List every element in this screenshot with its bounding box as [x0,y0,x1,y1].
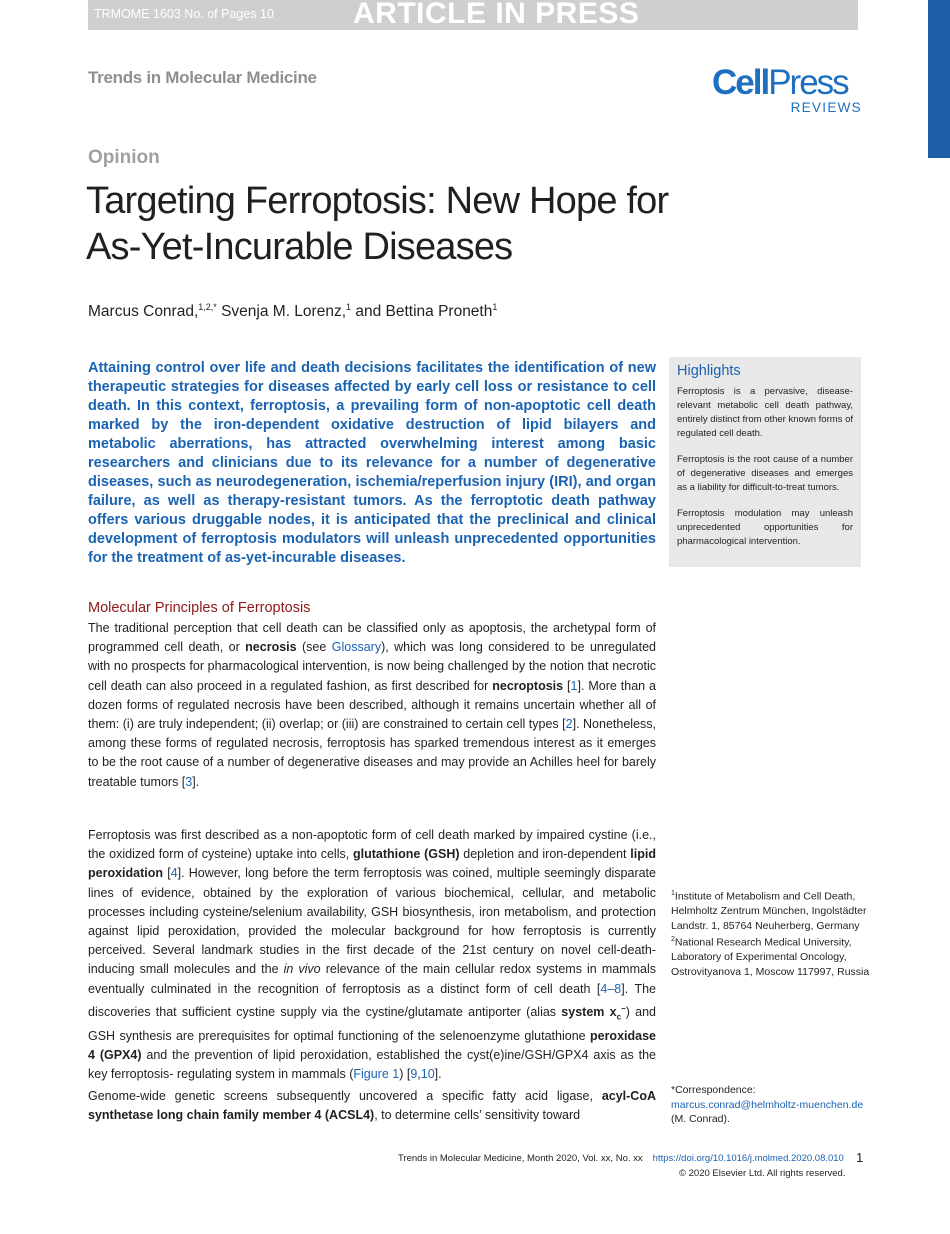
header-bar [88,0,858,30]
article-status: ARTICLE IN PRESS [353,0,640,30]
footer-citation [398,1153,844,1164]
article-type: Opinion [88,147,160,168]
glossary-term: necroptosis [492,678,564,693]
glossary-term: lipid peroxidation [88,847,656,881]
figure-link[interactable]: Figure 1 [353,1067,400,1082]
affiliation-item: $^1$Institute of Metabolism and Cell Death, Helmholtz Zentrum München, Ingolstädter Landstr. 1, 85764 Neuherberg, Germany [671,890,867,932]
citation-text: Trends in Molecular Medicine, Month 2020, Vol. xx, No. xx [398,1153,643,1164]
logo-cell: Cell [712,63,769,102]
reference-link[interactable]: 3 [185,774,193,789]
abstract: Attaining control over life and death decisions facilitates the identification of new therapeutic strategies for diseases affected by early cell loss or resistance to cell death. In this context, ferroptosis, a prevailing form of non-apoptotic cell death marked by the iron-dependent oxidative destruction of lipid bilayers and metabolic aberrations, has attracted overwhelming interest among basic researchers and clinicians due to its relevance for a number of degenerative diseases, such as neurodegeneration, ischemia/reperfusion injury (IRI), and organ failure, as well as therapy-resistant tumors. As the ferroptotic death pathway offers various druggable nodes, it is anticipated that the preclinical and clinical development of ferroptosis modulators will unleash unprecedented opportunities for the treatment of as-yet-incurable diseases. [88,360,656,566]
journal-name: Trends in Molecular Medicine [88,68,317,87]
cellpress-logo [712,64,862,120]
reference-link[interactable]: 2 [565,717,573,732]
reference-link[interactable]: 9 [410,1067,418,1082]
reference-link[interactable]: 4 [170,866,178,881]
highlights-box [669,357,861,567]
author-affiliation: 1 [346,302,352,312]
doi-link[interactable]: https://doi.org/10.1016/j.molmed.2020.08.010 [652,1153,844,1164]
paragraph-2: Ferroptosis was first described as a non-apoptotic form of cell death marked by impaired cystine (i.e., the oxidized form of cysteine) uptake into cells, glutathione (GSH) depletion and iron-dependent lipid peroxidation [4]. However, long before the term ferroptosis was coined, multiple seemingly disparate lines of evidence, obtained by the exploration of various biochemical, cellular, and metabolic processes including cysteine/selenium availability, GSH biosynthesis, iron metabolism, and protection against lipid peroxidation, provided the molecular background for how ferroptosis is currently perceived. Several landmark studies in the first decade of the 21st century on novel cell-death-inducing small molecules and the in vivo relevance of the main cellular redox systems in mammals eventually culminated in the recognition of ferroptosis as a distinct form of cell death [4–8]. The discoveries that sufficient cystine supply via the cystine/glutamate antiporter (alias system $x_c^-$) and GSH synthesis are prerequisites for optimal functioning of the selenoenzyme glutathione peroxidase 4 (GPX4) and the prevention of lipid peroxidation, established the cyst(e)ine/GSH/GPX4 axis as the key ferroptosis- regulating system in mammals (Figure 1) [9,10]. [88,828,656,1082]
logo-press: Press [768,63,848,102]
reference-link[interactable]: 10 [420,1067,435,1082]
reference-link[interactable]: 1 [570,678,578,693]
paragraph-1: The traditional perception that cell death can be classified only as apoptosis, the archetypal form of programmed cell death, or necrosis (see Glossary), which was long considered to be unregulated with no prospects for pharmacological intervention, is now being challenged by the notion that necrotic cell death can also proceed in a regulated fashion, as first described for necroptosis [1]. More than a dozen forms of regulated necrosis have been described, although it remains uncertain whether all of them: (i) are truly independent; (ii) overlap; or (iii) are constrained to certain cell types [2]. Nonetheless, among these forms of regulated necrosis, ferroptosis has sparked tremendous interest as it emerges to be the root cause of a number of degenerative diseases and may provide an Achilles heel for barely treatable tumors [3]. [88,621,656,789]
affiliations [671,887,871,979]
glossary-term: necrosis [245,640,297,655]
page-number: 1 [856,1150,864,1165]
highlights-title: Highlights [677,363,741,379]
logo-reviews: REVIEWS [790,100,862,115]
author-name: and Bettina Proneth [351,303,493,321]
highlight-item: Ferroptosis is a pervasive, disease-relevant metabolic cell death pathway, entirely distinct from other known forms of regulated cell death. [677,386,853,439]
author-affiliation: 1,2,* [198,302,217,312]
author-list [88,302,497,321]
glossary-term: peroxidase 4 (GPX4) [88,1028,656,1062]
manuscript-id: TRMOME 1603 No. of Pages 10 [94,7,274,21]
paragraph-3: Genome-wide genetic screens subsequently uncovered a specific fatty acid ligase, acyl-CoA synthetase long chain family member 4 (ACSL4), to determine cells’ sensitivity toward [88,1089,656,1123]
correspondence-label: *Correspondence: [671,1084,756,1096]
correspondence-name: (M. Conrad). [671,1113,730,1125]
glossary-link[interactable]: Glossary [331,640,382,655]
affiliation-item: $^2$National Research Medical University, Laboratory of Experimental Oncology, Ostrovityanova 1, Moscow 117997, Russia [671,936,870,978]
side-tab [928,0,950,158]
highlight-item: Ferroptosis modulation may unleash unprecedented opportunities for pharmacological intervention. [677,508,853,547]
article-title: Targeting Ferroptosis: New Hope for As-Yet-Incurable Diseases [86,180,669,268]
author-name: Marcus Conrad, [88,303,199,321]
author-affiliation: 1 [492,302,498,312]
highlight-item: Ferroptosis is the root cause of a number of degenerative diseases and emerges as a liability for difficult-to-treat tumors. [677,454,853,493]
reference-link[interactable]: 4–8 [600,981,622,996]
glossary-term: glutathione (GSH) [352,847,460,862]
correspondence-email[interactable]: marcus.conrad@helmholtz-muenchen.de [671,1098,864,1111]
section-heading: Molecular Principles of Ferroptosis [88,600,311,616]
glossary-term: acyl-CoA synthetase long chain family member 4 (ACSL4) [88,1089,656,1123]
glossary-term: system $x_c^-$ [561,1003,626,1022]
author-name: Svenja M. Lorenz, [216,303,347,321]
correspondence [671,1083,871,1127]
copyright: © 2020 Elsevier Ltd. All rights reserved. [679,1168,846,1179]
